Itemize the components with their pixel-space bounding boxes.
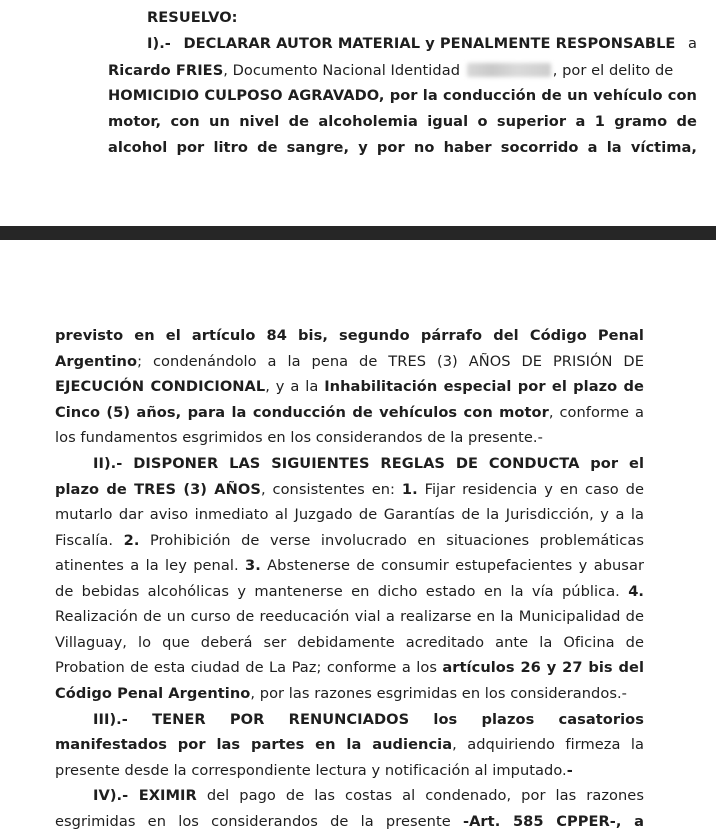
p2-line-9: Probation de esta ciudad de La Paz; conforme a los artículos 26 y 27 bis del <box>55 659 644 676</box>
p1b-line-2: Argentino; condenándolo a la pena de TRES (3) AÑOS DE PRISIÓN DE <box>55 353 644 370</box>
p2-line-10: Código Penal Argentino, por las razones esgrimidas en los considerandos.- <box>55 685 627 702</box>
p1-declarar: DECLARAR AUTOR MATERIAL y PENALMENTE RESPONSABLE <box>183 35 676 52</box>
p2-line-2: plazo de TRES (3) AÑOS, consistentes en: 1. Fijar residencia y en caso de <box>55 481 644 498</box>
p1-line-3: HOMICIDIO CULPOSO AGRAVADO, por la conducción de un vehículo con <box>108 87 697 104</box>
heading-resuelvo: RESUELVO: <box>147 9 238 26</box>
p3-line-1: III).- TENER POR RENUNCIADOS los plazos casatorios <box>93 711 644 728</box>
defendant-name: Ricardo FRIES <box>108 62 224 79</box>
p1-line-1 <box>147 37 697 52</box>
p4-line-2: esgrimidas en los considerandos de la presente -Art. 585 CPPER-, a <box>55 813 644 830</box>
p2-line-7: Realización de un curso de reeducación vial a realizarse en la Municipalidad de <box>55 608 644 625</box>
p1b-line-4: Cinco (5) años, para la conducción de vehículos con motor, conforme a <box>55 404 644 421</box>
redacted-dni <box>467 63 551 77</box>
p2-line-3: mutarlo dar aviso inmediato al Juzgado de Garantías de la Jurisdicción, y a la <box>55 506 644 523</box>
p1-num: I).- <box>147 35 171 52</box>
p2-line-1: II).- DISPONER LAS SIGUIENTES REGLAS DE CONDUCTA por el <box>93 455 644 472</box>
p1-a: a <box>688 35 697 52</box>
p1-line-4: motor, con un nivel de alcoholemia igual o superior a 1 gramo de <box>108 113 697 130</box>
page-divider <box>0 226 716 240</box>
p1b-line-3: EJECUCIÓN CONDICIONAL, y a la Inhabilitación especial por el plazo de <box>55 378 645 395</box>
p2-line-5: atinentes a la ley penal. 3. Abstenerse de consumir estupefacientes y abusar <box>55 557 645 574</box>
p1b-line-5: los fundamentos esgrimidos en los considerandos de la presente.- <box>55 429 543 446</box>
p3-line-3: presente desde la correspondiente lectura y notificación al imputado.- <box>55 762 573 779</box>
p3-line-2: manifestados por las partes en la audiencia, adquiriendo firmeza la <box>55 736 644 753</box>
p4-line-1: IV).- EXIMIR del pago de las costas al condenado, por las razones <box>93 787 644 804</box>
p2-line-8: Villaguay, lo que deberá ser debidamente acreditado ante la Oficina de <box>55 634 644 651</box>
p1b-line-1: previsto en el artículo 84 bis, segundo párrafo del Código Penal <box>55 327 644 344</box>
p2-line-6: de bebidas alcohólicas y mantenerse en dicho estado en la vía pública. 4. <box>55 583 644 600</box>
p2-line-4: Fiscalía. 2. Prohibición de verse involucrado en situaciones problemáticas <box>55 532 644 549</box>
p1-line-5: alcohol por litro de sangre, y por no haber socorrido a la víctima, <box>108 139 697 156</box>
p1-line-2: Ricardo FRIES, Documento Nacional Identidad , por el delito de <box>108 62 674 79</box>
